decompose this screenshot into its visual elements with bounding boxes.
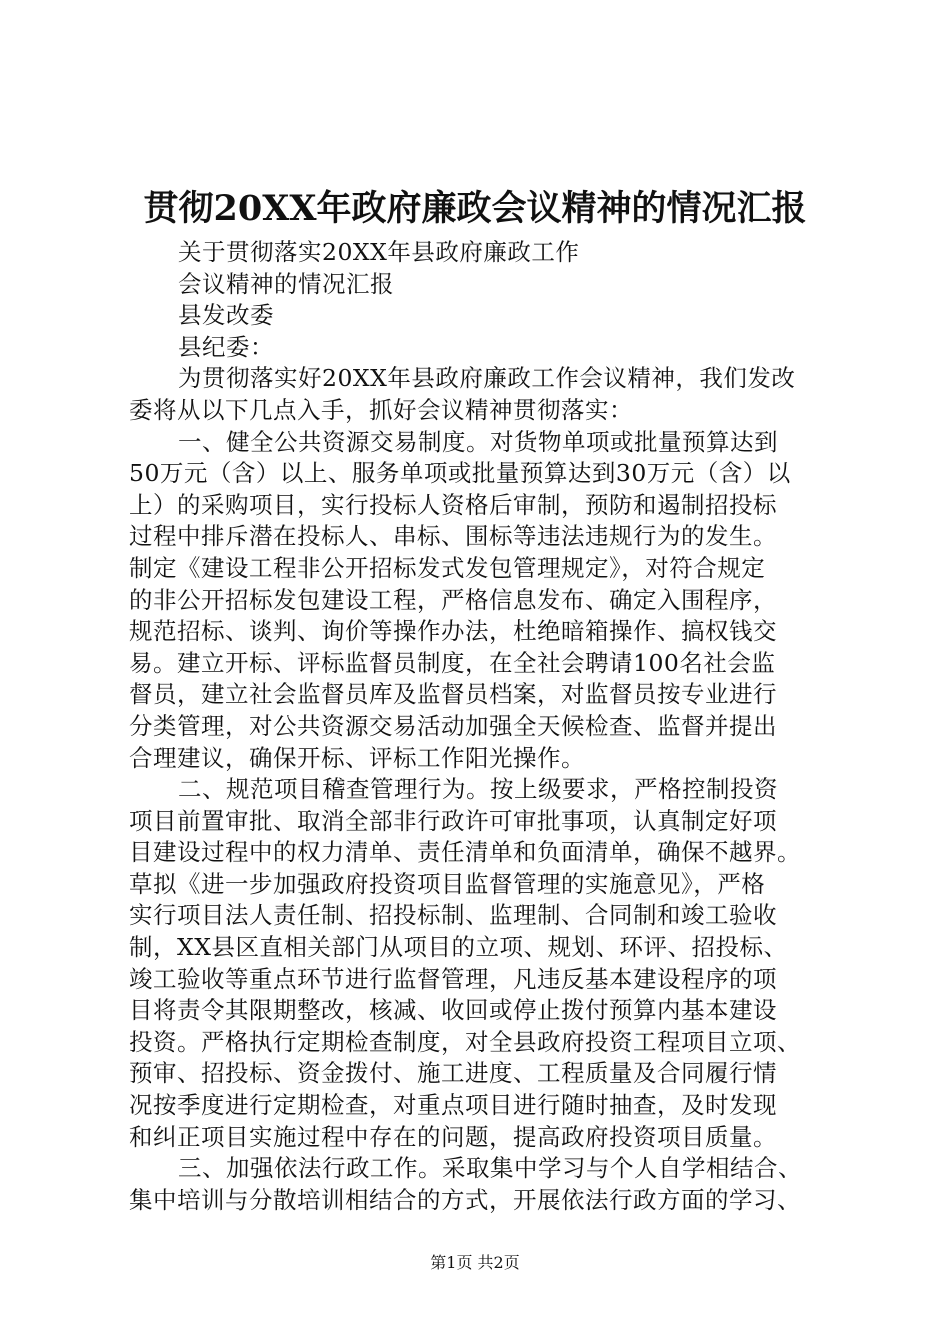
text-line: 目将责令其限期整改，核减、收回或停止拨付预算内基本建设 — [129, 996, 777, 1025]
text-line: 草拟《进一步加强政府投资项目监督管理的实施意见》，严格 — [129, 869, 766, 898]
text-line: 制，XX县区直相关部门从项目的立项、规划、环评、招投标、 — [129, 933, 788, 962]
text-line: 预审、招投标、资金拨付、施工进度、工程质量及合同履行情 — [129, 1059, 777, 1088]
text-line: 实行项目法人责任制、招投标制、监理制、合同制和竣工验收 — [129, 901, 777, 930]
text-line: 竣工验收等重点环节进行监督管理，凡违反基本建设程序的项 — [129, 964, 777, 993]
text-line: 三、加强依法行政工作。采取集中学习与个人自学相结合、 — [178, 1154, 802, 1183]
page-footer: 第1页 共2页 — [430, 1253, 520, 1272]
text-line: 督员，建立社会监督员库及监督员档案，对监督员按专业进行 — [129, 680, 777, 709]
text-line: 上）的采购项目，实行投标人资格后审制，预防和遏制招投标 — [129, 490, 777, 519]
text-line: 的非公开招标发包建设工程，严格信息发布、确定入围程序， — [129, 585, 777, 614]
text-line: 一、健全公共资源交易制度。对货物单项或批量预算达到 — [178, 427, 778, 456]
text-line: 50万元（含）以上、服务单项或批量预算达到30万元（含）以 — [129, 459, 791, 488]
text-line: 项目前置审批、取消全部非行政许可审批事项，认真制定好项 — [129, 806, 777, 835]
text-line: 集中培训与分散培训相结合的方式，开展依法行政方面的学习、 — [129, 1185, 801, 1214]
text-line: 易。建立开标、评标监督员制度，在全社会聘请100名社会监 — [129, 648, 776, 677]
text-line: 过程中排斥潜在投标人、串标、围标等违法违规行为的发生。 — [129, 522, 777, 551]
text-line: 投资。严格执行定期检查制度，对全县政府投资工程项目立项、 — [129, 1027, 801, 1056]
document-title: 贯彻20XX年政府廉政会议精神的情况汇报 — [143, 188, 807, 229]
text-line: 规范招标、谈判、询价等操作办法，杜绝暗箱操作、搞权钱交 — [129, 617, 777, 646]
document-body — [129, 237, 841, 1216]
text-line: 关于贯彻落实20XX年县政府廉政工作 — [178, 238, 580, 266]
text-line: 二、规范项目稽查管理行为。按上级要求，严格控制投资 — [178, 775, 778, 804]
text-line: 委将从以下几点入手，抓好会议精神贯彻落实： — [129, 395, 633, 424]
text-line: 和纠正项目实施过程中存在的问题，提高政府投资项目质量。 — [129, 1122, 777, 1151]
text-line: 为贯彻落实好20XX年县政府廉政工作会议精神，我们发改 — [178, 364, 796, 393]
text-line: 县纪委： — [178, 332, 274, 361]
text-line: 会议精神的情况汇报 — [178, 269, 394, 298]
text-line: 制定《建设工程非公开招标发式发包管理规定》，对符合规定 — [129, 553, 766, 582]
text-line: 分类管理，对公共资源交易活动加强全天候检查、监督并提出 — [129, 711, 777, 740]
text-line: 县发改委 — [178, 301, 274, 330]
text-line: 况按季度进行定期检查，对重点项目进行随时抽查，及时发现 — [129, 1091, 777, 1120]
text-line: 合理建议，确保开标、评标工作阳光操作。 — [129, 743, 585, 772]
text-line: 目建设过程中的权力清单、责任清单和负面清单，确保不越界。 — [129, 838, 801, 867]
